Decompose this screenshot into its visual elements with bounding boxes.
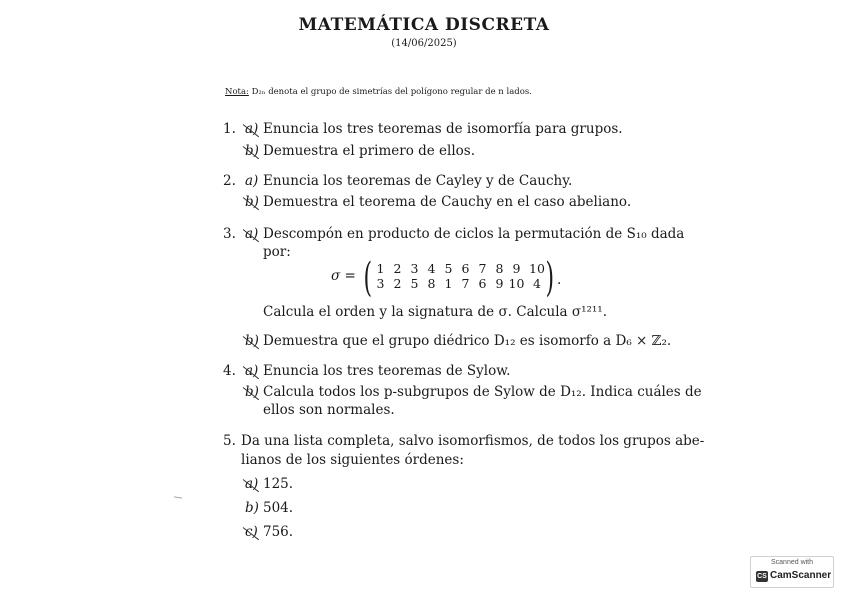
matrix-cell: 4 [533, 276, 541, 291]
sigma-label: σ = [331, 268, 356, 284]
part-text: Calcula todos los p-subgrupos de Sylow de D₁₂. Indica cuáles de [263, 384, 702, 400]
matrix-cell: 1 [444, 276, 453, 291]
badge-brand: CamScanner [770, 570, 832, 581]
part-text: Enuncia los tres teoremas de isomorfía para grupos. [263, 121, 623, 137]
part-label: c) [245, 524, 258, 540]
part-label: b) [245, 333, 259, 349]
part-label: a) [245, 363, 259, 379]
part-label: a) [245, 173, 259, 189]
matrix-cell: 5 [410, 276, 419, 291]
permutation-top-row [372, 261, 549, 276]
left-paren: ( [363, 255, 373, 301]
part-text: Enuncia los teoremas de Cayley y de Cauchy. [263, 173, 573, 189]
badge-scanned-with: Scanned with [770, 559, 814, 566]
part-text: Enuncia los tres teoremas de Sylow. [263, 363, 511, 379]
part-label: b) [245, 384, 259, 400]
matrix-cell: 9 [512, 261, 521, 276]
period: . [557, 272, 562, 288]
part-text-continued: ellos son normales. [263, 402, 395, 418]
part-text: Demuestra el primero de ellos. [263, 143, 476, 159]
camscanner-logo-icon: CS [757, 573, 767, 580]
matrix-cell: 9 [495, 276, 504, 291]
matrix-cell: 7 [478, 261, 487, 276]
question-number: 1. [223, 121, 236, 137]
part-text: 125. [263, 476, 294, 492]
question-number: 3. [223, 226, 236, 242]
part-label: b) [245, 143, 259, 159]
part-text: Descompón en producto de ciclos la permutación de S₁₀ dada [263, 226, 685, 242]
question-number: 4. [223, 363, 236, 379]
part-text: Demuestra el teorema de Cauchy en el caso abeliano. [263, 194, 632, 210]
note [225, 87, 532, 97]
matrix-cell: 3 [410, 261, 419, 276]
part-label: a) [245, 476, 259, 492]
exam-title: MATEMÁTICA DISCRETA [298, 15, 550, 35]
part-text-continued: por: [263, 244, 291, 260]
part-label: a) [245, 121, 259, 137]
matrix-cell: 4 [427, 261, 436, 276]
matrix-cell: 8 [495, 261, 504, 276]
permutation-bottom-row [372, 276, 549, 291]
part-text: 504. [263, 500, 294, 516]
part-label: a) [245, 226, 259, 242]
right-paren: ) [545, 255, 555, 301]
stray-mark [174, 496, 182, 498]
part-label: b) [245, 500, 259, 516]
camscanner-badge [750, 556, 834, 588]
matrix-cell: 6 [478, 276, 487, 291]
matrix-cell: 1 [376, 261, 385, 276]
matrix-cell: 3 [376, 276, 385, 291]
matrix-cell: 10 [529, 261, 545, 276]
note-label: Nota: [225, 87, 249, 97]
note-text: D₂ₙ denota el grupo de simetrías del polígono regular de n lados. [251, 87, 532, 97]
question-text-continued: lianos de los siguientes órdenes: [241, 452, 464, 468]
matrix-cell: 2 [393, 276, 402, 291]
part-text: Demuestra que el grupo diédrico D₁₂ es isomorfo a D₆ × ℤ₂. [263, 333, 672, 349]
part-label: b) [245, 194, 259, 210]
matrix-cell: 10 [508, 276, 525, 291]
matrix-cell: 8 [427, 276, 436, 291]
matrix-cell: 7 [461, 276, 470, 291]
question-number: 2. [223, 173, 236, 189]
matrix-cell: 2 [393, 261, 402, 276]
question-number: 5. [223, 433, 236, 449]
part-text-after-matrix: Calcula el orden y la signatura de σ. Calcula σ¹²¹¹. [263, 304, 608, 320]
matrix-cell: 6 [461, 261, 470, 276]
exam-date: (14/06/2025) [391, 38, 457, 49]
question-text: Da una lista completa, salvo isomorfismos, de todos los grupos abe- [241, 433, 705, 449]
part-text: 756. [263, 524, 294, 540]
matrix-cell: 5 [444, 261, 453, 276]
